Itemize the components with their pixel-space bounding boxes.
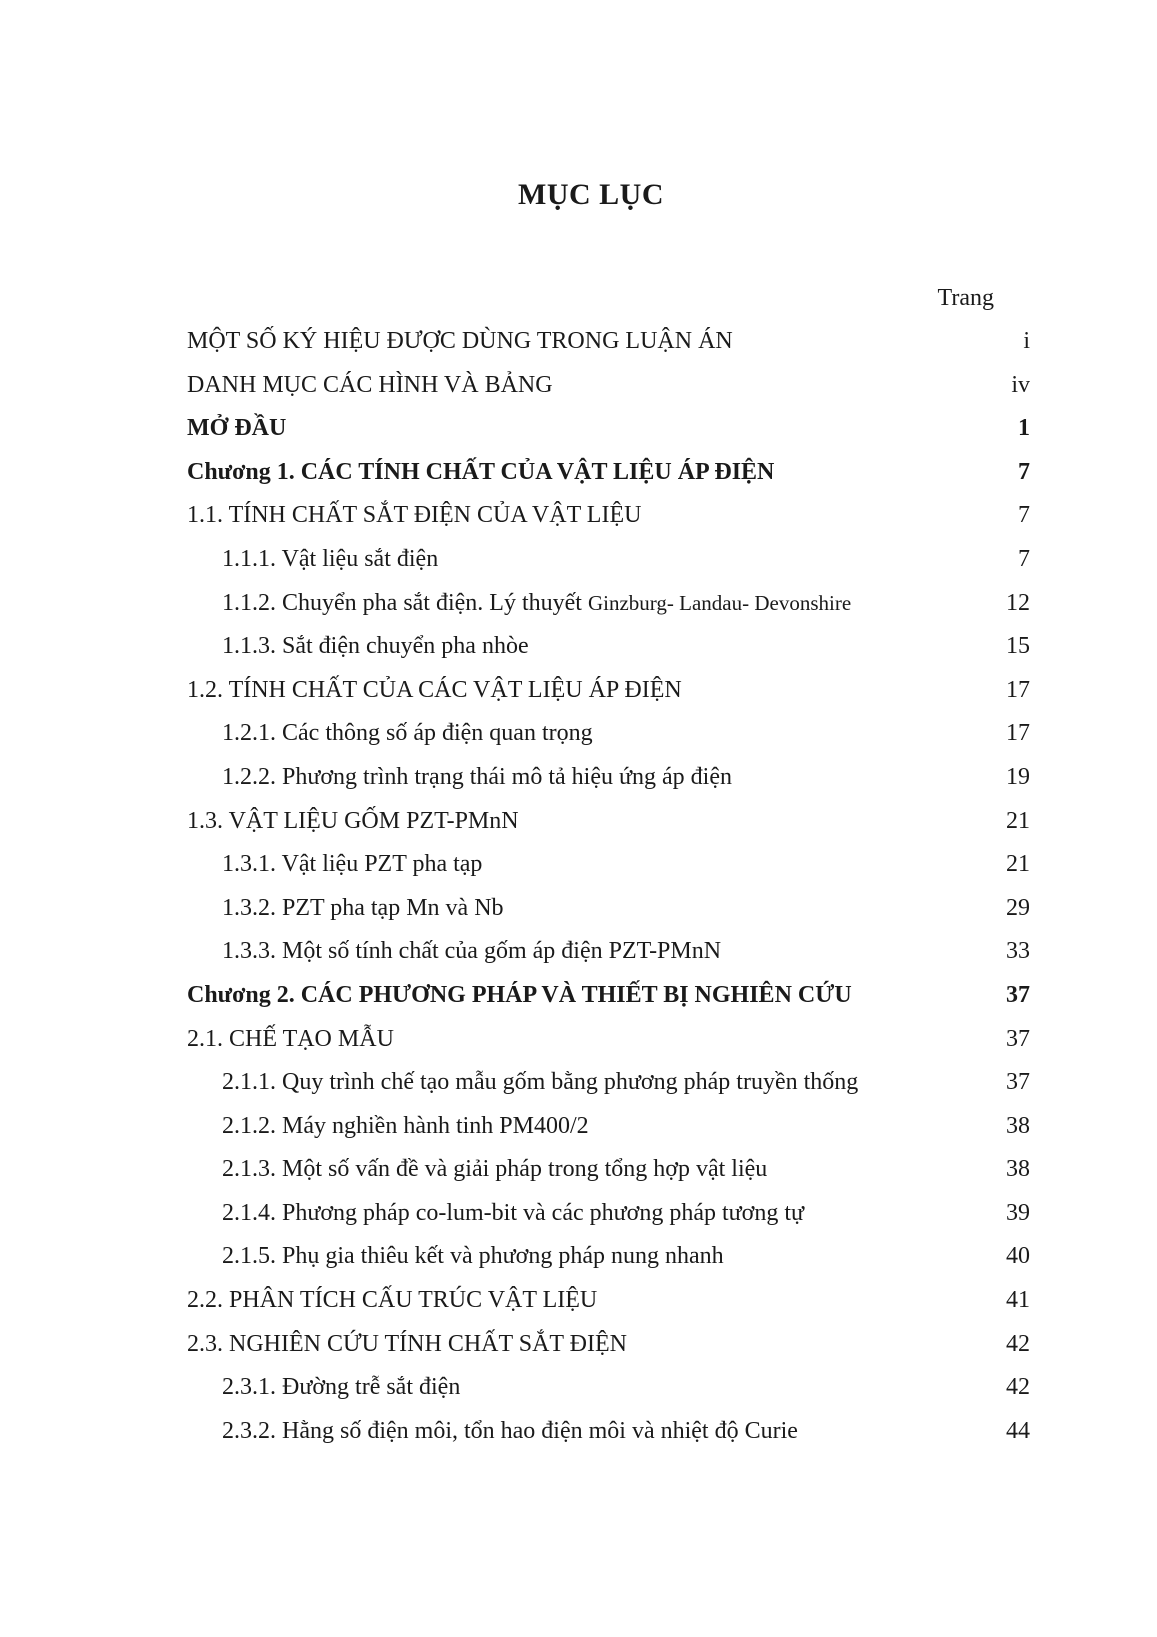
toc-entry-page: i [1023,328,1030,354]
toc-entry-section-1-1-3[interactable] [187,625,1030,669]
toc-entry-section-1-3-3[interactable] [187,930,1030,974]
toc-entry-text-group [187,582,851,626]
toc-entry-section-1-1-2[interactable] [187,582,1030,626]
toc-entry-page: 42 [1006,1330,1030,1357]
toc-entry-page: 39 [1006,1199,1030,1226]
toc-entry-text: 2.1.5. Phụ gia thiêu kết và phương pháp nung nhanh [222,1243,724,1270]
toc-entry-section-1-2[interactable] [187,669,1030,713]
toc-entry-text: 2.3. NGHIÊN CỨU TÍNH CHẤT SẮT ĐIỆN [187,1330,627,1357]
toc-entry-symbols[interactable] [187,320,1030,364]
toc-entry-section-1-2-2[interactable] [187,756,1030,800]
toc-entry-page: iv [1011,371,1030,398]
toc-entry-section-2-1[interactable] [187,1018,1030,1062]
toc-entry-section-1-1-1[interactable] [187,538,1030,582]
toc-entry-section-2-1-3[interactable] [187,1148,1030,1192]
toc-entry-section-2-1-1[interactable] [187,1061,1030,1105]
toc-entry-text: MỘT SỐ KÝ HIỆU ĐƯỢC DÙNG TRONG LUẬN ÁN [187,328,733,354]
toc-entry-text: 1.3.2. PZT pha tạp Mn và Nb [222,894,504,921]
toc-entry-page: 17 [1006,720,1030,747]
toc-entry-section-1-1[interactable] [187,494,1030,538]
toc-entry-page: 1 [1018,415,1030,442]
toc-entry-chapter-1[interactable] [187,451,1030,495]
toc-entry-text-extra: Ginzburg- Landau- Devonshire [587,590,852,615]
toc-entry-text: 2.1.4. Phương pháp co-lum-bit và các phương pháp tương tự [222,1199,805,1226]
toc-entry-page: 41 [1006,1287,1030,1314]
toc-entry-text: 2.1. CHẾ TẠO MẪU [187,1025,394,1052]
toc-entry-page: 38 [1006,1112,1030,1139]
toc-entry-page: 21 [1006,807,1030,834]
toc-entry-text: 1.2.1. Các thông số áp điện quan trọng [222,720,593,747]
toc-entry-introduction[interactable] [187,407,1030,451]
toc-entry-page: 40 [1006,1243,1030,1270]
toc-entry-text: Chương 1. CÁC TÍNH CHẤT CỦA VẬT LIỆU ÁP ĐIỆN [187,458,775,485]
toc-entry-text: 2.1.3. Một số vấn đề và giải pháp trong tổng hợp vật liệu [222,1156,768,1183]
toc-entry-text: Chương 2. CÁC PHƯƠNG PHÁP VÀ THIẾT BỊ NGHIÊN CỨU [187,981,852,1008]
toc-entry-page: 38 [1006,1156,1030,1183]
toc-entry-page: 7 [1018,458,1030,485]
toc-entry-text: 1.3. VẬT LIỆU GỐM PZT-PMnN [187,807,519,834]
toc-entry-text: 2.1.1. Quy trình chế tạo mẫu gốm bằng phương pháp truyền thống [222,1069,859,1096]
toc-entry-text: 1.3.1. Vật liệu PZT pha tạp [222,851,483,878]
toc-entry-page: 21 [1006,851,1030,878]
toc-entry-section-2-3[interactable] [187,1323,1030,1367]
toc-entry-page: 37 [1006,1025,1030,1052]
toc-entry-text: MỞ ĐẦU [187,415,287,442]
toc-entry-text: 1.2. TÍNH CHẤT CỦA CÁC VẬT LIỆU ÁP ĐIỆN [187,676,682,703]
toc-entry-section-2-1-5[interactable] [187,1235,1030,1279]
toc-entry-section-2-3-2[interactable] [187,1410,1030,1454]
toc-entry-text: 1.1.2. Chuyển pha sắt điện. Lý thuyết [222,589,582,616]
toc-entry-text: 2.1.2. Máy nghiền hành tinh PM400/2 [222,1112,589,1139]
toc-entry-text: 1.1. TÍNH CHẤT SẮT ĐIỆN CỦA VẬT LIỆU [187,502,642,529]
toc-entry-text: 1.1.1. Vật liệu sắt điện [222,545,439,572]
toc-entry-text: 1.3.3. Một số tính chất của gốm áp điện PZT-PMnN [222,938,722,965]
toc-entry-section-1-2-1[interactable] [187,712,1030,756]
toc-entry-section-1-3-2[interactable] [187,887,1030,931]
toc-entry-section-1-3-1[interactable] [187,843,1030,887]
toc-entry-page: 12 [1006,589,1030,616]
toc-entry-page: 19 [1006,763,1030,790]
toc-entry-page: 15 [1006,633,1030,660]
toc-entry-text: 2.3.1. Đường trễ sắt điện [222,1374,461,1401]
page-column-label: Trang [937,285,994,311]
toc-entry-page: 37 [1006,1069,1030,1096]
toc-entry-page: 29 [1006,894,1030,921]
page-title: MỤC LỤC [518,178,664,211]
toc-entry-chapter-2[interactable] [187,974,1030,1018]
toc-entry-section-1-3[interactable] [187,800,1030,844]
toc-entry-text: DANH MỤC CÁC HÌNH VÀ BẢNG [187,371,553,398]
toc-entry-page: 7 [1018,502,1030,529]
toc-entry-page: 7 [1018,545,1030,572]
toc-entry-page: 44 [1006,1417,1030,1444]
toc-entry-text: 1.1.3. Sắt điện chuyển pha nhòe [222,633,529,660]
toc-entry-figures-tables[interactable] [187,364,1030,408]
toc-entry-section-2-2[interactable] [187,1279,1030,1323]
toc-entry-text: 2.3.2. Hằng số điện môi, tổn hao điện môi và nhiệt độ Curie [222,1417,798,1444]
toc-entry-text: 1.2.2. Phương trình trạng thái mô tả hiệu ứng áp điện [222,763,732,790]
table-of-contents [187,320,1030,1453]
toc-entry-page: 37 [1006,981,1030,1008]
toc-entry-section-2-3-1[interactable] [187,1366,1030,1410]
toc-entry-page: 33 [1006,938,1030,965]
toc-entry-section-2-1-4[interactable] [187,1192,1030,1236]
toc-entry-section-2-1-2[interactable] [187,1105,1030,1149]
toc-entry-text: 2.2. PHÂN TÍCH CẤU TRÚC VẬT LIỆU [187,1287,598,1314]
toc-entry-page: 42 [1006,1374,1030,1401]
toc-entry-page: 17 [1006,676,1030,703]
